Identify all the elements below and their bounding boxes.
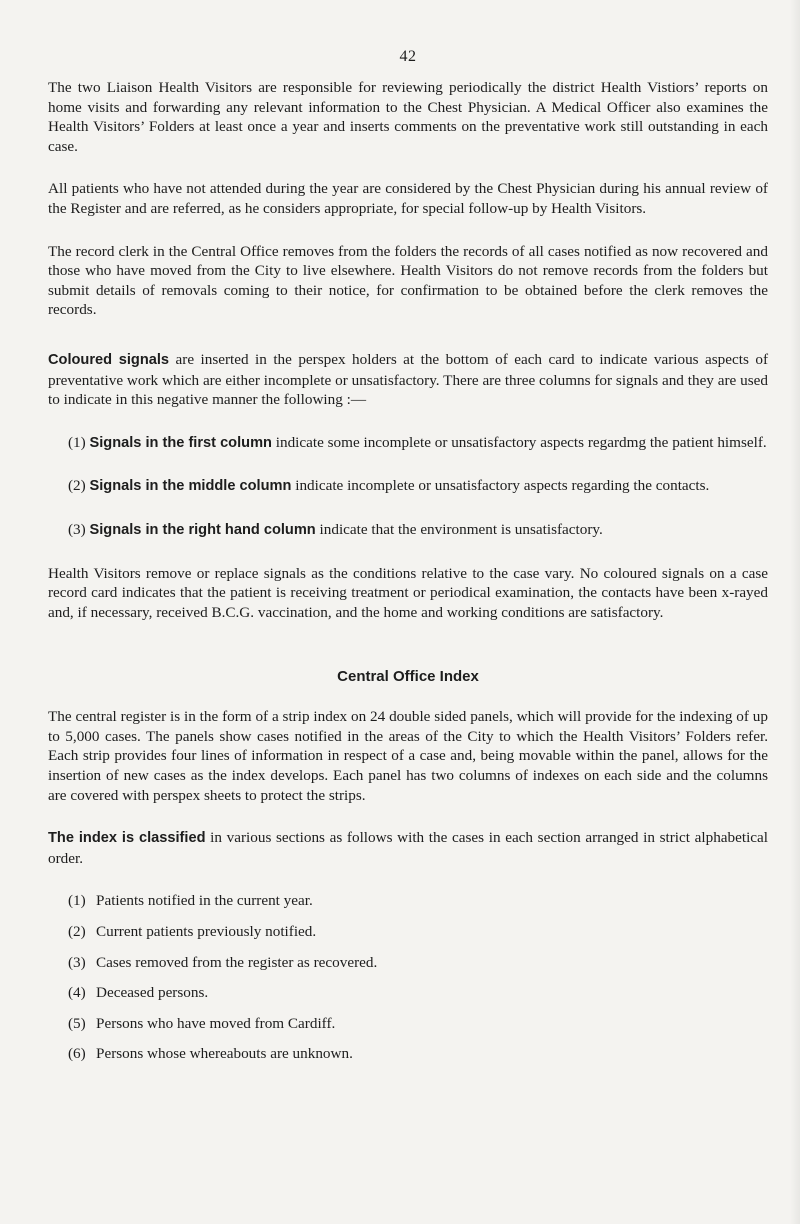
page-edge-shadow xyxy=(790,0,800,1224)
paragraph-signal-changes: Health Visitors remove or replace signals as the conditions relative to the case vary. No coloured signals on a case record card indicates that the patient is receiving treatment or periodical examination, the contacts have been x-rayed and, if necessary, received B.C.G. vaccination, and the home and working conditions are satisfactory. xyxy=(48,564,768,621)
list-item xyxy=(68,1044,768,1064)
list-item xyxy=(68,953,768,973)
list-item-text: Persons who have moved from Cardiff. xyxy=(96,1014,336,1032)
coloured-signals-text: are inserted in the perspex holders at the bottom of each card to indicate various aspects of preventative work which are either incomplete or unsatisfactory. There are three columns for signals and they are used to indicate in this negative manner the following :— xyxy=(48,350,768,409)
list-item xyxy=(68,891,768,911)
index-sections-list xyxy=(48,891,768,1064)
signal-text: indicate some incomplete or unsatisfactory aspects regardmg the patient himself. xyxy=(271,433,767,451)
signal-text: indicate incomplete or unsatisfactory aspects regarding the contacts. xyxy=(291,477,710,495)
signal-item xyxy=(48,476,768,497)
signal-item xyxy=(48,433,768,454)
signal-lead: Signals in the right hand column xyxy=(89,521,316,538)
signal-number: (3) xyxy=(68,520,86,538)
paragraph-liaison-visitors: The two Liaison Health Visitors are responsible for reviewing periodically the district Health Vistiors’ reports on home visits and forwarding any relevant information to the Chest Physician. A Medical Officer also examines the Health Visitors’ Folders at least once a year and inserts comments on the preventative work still outstanding in each case. xyxy=(48,79,768,155)
signal-item xyxy=(48,520,768,541)
list-item-number: (4) xyxy=(68,984,86,1002)
signal-number: (2) xyxy=(68,477,86,495)
list-item-text: Current patients previously notified. xyxy=(96,923,317,941)
list-item xyxy=(68,1014,768,1034)
list-item-number: (1) xyxy=(68,892,86,910)
paragraph-unattended-patients: All patients who have not attended during the year are considered by the Chest Physician during his annual review of the Register and are referred, as he considers appropriate, for special follow-up by Health Visitors. xyxy=(48,180,768,217)
paragraph-index-classified xyxy=(48,828,768,868)
list-item-number: (5) xyxy=(68,1014,86,1032)
coloured-signals-lead: Coloured signals xyxy=(48,351,170,368)
signal-lead: Signals in the first column xyxy=(89,434,272,451)
signal-lead: Signals in the middle column xyxy=(89,478,292,495)
list-item-number: (3) xyxy=(68,953,86,971)
section-heading-central-office-index: Central Office Index xyxy=(337,668,479,686)
index-classified-lead: The index is classified xyxy=(48,830,206,847)
signal-text: indicate that the environment is unsatisfactory. xyxy=(315,520,603,538)
list-item-number: (2) xyxy=(68,923,86,941)
list-item-text: Persons whose whereabouts are unknown. xyxy=(96,1045,353,1063)
paragraph-record-clerk: The record clerk in the Central Office removes from the folders the records of all cases notified as now recovered and those who have moved from the City to live elsewhere. Health Visitors do not remove records from the folders but submit details of removals coming to their notice, for confirmation to be obtained before the clerk removes the records. xyxy=(48,242,768,319)
index-classified-text: in various sections as follows with the cases in each section arranged in strict alphabetical order. xyxy=(48,829,769,867)
page-number: 42 xyxy=(399,48,417,65)
list-item xyxy=(68,922,768,942)
signal-number: (1) xyxy=(68,433,86,451)
list-item xyxy=(68,983,768,1003)
paragraph-coloured-signals xyxy=(48,350,768,410)
list-item-text: Deceased persons. xyxy=(96,984,209,1002)
list-item-number: (6) xyxy=(68,1045,86,1063)
list-item-text: Patients notified in the current year. xyxy=(96,892,313,910)
list-item-text: Cases removed from the register as recovered. xyxy=(96,953,378,971)
paragraph-central-register: The central register is in the form of a strip index on 24 double sided panels, which will provide for the indexing of up to 5,000 cases. The panels show cases notified in the areas of the City to which the Health Visitors’ Folders refer. Each strip provides four lines of information in respect of a case and, being movable within the panel, allows for the insertion of new cases as the index develops. Each panel has two columns of indexes on each side and the columns are covered with perspex sheets to protect the strips. xyxy=(48,708,768,804)
